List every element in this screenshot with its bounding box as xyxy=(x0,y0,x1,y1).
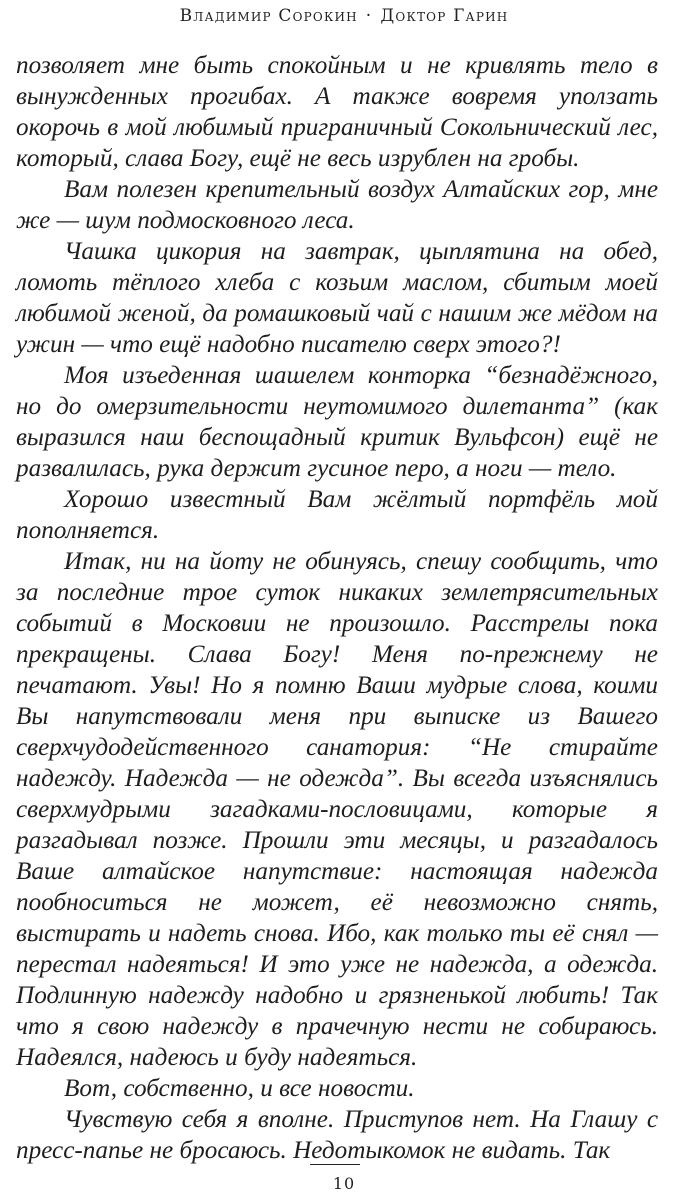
paragraph: Моя изъеденная шашелем конторка “безнадёжного, но до омерзительности неутомимого дилетанта” (как выразился наш беспощадный критик Вульфсон) ещё не развалилась, рука держит гусиное перо, а ноги — тело. xyxy=(16,362,658,482)
paragraph: позволяет мне быть спокойным и не кривлять тело в вынужденных прогибах. А также вовремя уползать окорочь в мой любимый приграничный Сокольнический лес, который, слава Богу, ещё не весь изрублен на гробы. xyxy=(16,52,658,172)
footer-divider xyxy=(310,1164,360,1165)
header-author: Владимир Сорокин xyxy=(179,6,358,26)
paragraph: Хорошо известный Вам жёлтый портфёль мой пополняется. xyxy=(16,486,658,544)
paragraph: Вам полезен крепительный воздух Алтайских гор, мне же — шум подмосковного леса. xyxy=(16,176,658,234)
header-separator: · xyxy=(365,6,373,26)
page-number: 10 xyxy=(332,1174,356,1193)
running-header xyxy=(0,6,688,26)
paragraph: Чувствую себя я вполне. Приступов нет. На Глашу с пресс-папье не бросаюсь. Недотыкомок не видать. Так xyxy=(16,1106,658,1164)
header-book-title: Доктор Гарин xyxy=(380,6,509,26)
paragraph: Чашка цикория на завтрак, цыплятина на обед, ломоть тёплого хлеба с козьим маслом, сбитым моей любимой женой, да ромашковый чай с нашим же мёдом на ужин — что ещё надобно писателю сверх этого?! xyxy=(16,238,658,358)
paragraph: Итак, ни на йоту не обинуясь, спешу сообщить, что за последние трое суток никаких землетрясительных событий в Московии не произошло. Расстрелы пока прекращены. Слава Богу! Меня по-прежнему не печатают. Увы! Но я помню Ваши мудрые слова, коими Вы напутствовали меня при выписке из Вашего сверхчудодейственного санатория: “Не стирайте надежду. Надежда — не одежда”. Вы всегда изъяснялись сверхмудрыми загадками-пословицами, которые я разгадывал позже. Прошли эти месяцы, и разгадалось Ваше алтайское напутствие: настоящая надежда пообноситься не может, её невозможно снять, выстирать и надеть снова. Ибо, как только ты её снял — перестал надеяться! И это уже не надежда, а одежда. Подлинную надежду надобно и грязненькой любить! Так что я свою надежду в прачечную нести не собираюсь. Надеялся, надеюсь и буду надеяться. xyxy=(16,548,658,1071)
paragraph: Вот, собственно, и все новости. xyxy=(64,1075,415,1102)
body-text xyxy=(16,50,658,1166)
